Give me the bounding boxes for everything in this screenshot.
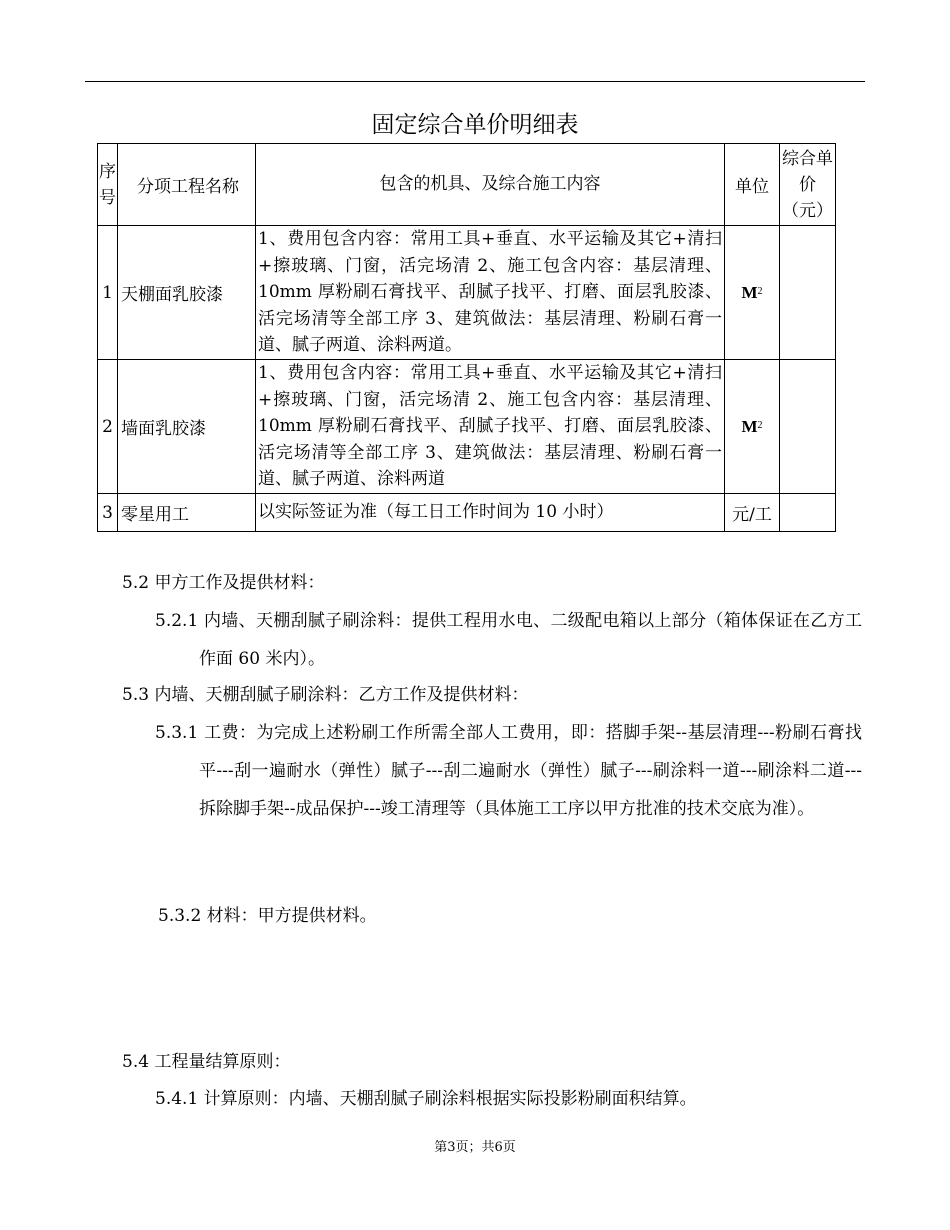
row-unit: 元/工 [725,494,780,532]
header-unit: 单位 [725,144,780,226]
page-title: 固定综合单价明细表 [371,112,579,138]
row-name: 天棚面乳胶漆 [118,226,256,360]
row-content: 1、费用包含内容：常用工具+垂直、水平运输及其它+清扫+擦玻璃、门窗，活完场清 2、施工包含内容：基层清理、10mm 厚粉刷石膏找平、刮腻子找平、打磨、面层乳胶漆、活完场清等全部工序 3、建筑做法：基层清理、粉刷石膏一道、腻子两道、涂料两道。 [256,226,725,360]
header-name: 分项工程名称 [118,144,256,226]
row-unit [725,360,780,494]
section-5-2-heading: 5.2 甲方工作及提供材料： [122,573,325,593]
row-name: 墙面乳胶漆 [118,360,256,494]
section-5-3-2-text: 5.3.2 材料：甲方提供材料。 [158,906,377,926]
row-price [780,226,836,360]
section-5-3-1-text: 5.3.1 工费：为完成上述粉刷工作所需全部人工费用，即：搭脚手架--基层清理---粉刷石膏找平---刮一遍耐水（弹性）腻子---刮二遍耐水（弹性）腻子---刷涂料一道---刷涂料二道---拆除脚手架--成品保护---竣工清理等（具体施工工序以甲方批准的技术交底为准）。 [155,723,862,819]
unit-superscript: 2 [757,285,763,297]
section-5-2-1-paragraph [155,602,862,678]
unit-text: M [741,416,758,436]
section-5-3-1-paragraph [155,714,862,828]
row-content: 1、费用包含内容：常用工具+垂直、水平运输及其它+清扫+擦玻璃、门窗，活完场清 2、施工包含内容：基层清理、10mm 厚粉刷石膏找平、刮腻子找平、打磨、面层乳胶漆、活完场清等全部工序 3、建筑做法：基层清理、粉刷石膏一道、腻子两道、涂料两道 [256,360,725,494]
row-no: 1 [98,226,118,360]
header-price: 综合单价（元） [780,144,836,226]
section-5-4-heading: 5.4 工程量结算原则： [122,1052,291,1072]
row-content: 以实际签证为准（每工日工作时间为 10 小时） [256,494,725,532]
row-price [780,494,836,532]
unit-superscript: 2 [757,419,763,431]
table-row [98,226,836,360]
table-row [98,494,836,532]
row-price [780,360,836,494]
row-name: 零星用工 [118,494,256,532]
header-content: 包含的机具、及综合施工内容 [256,144,725,226]
section-5-4-1-text: 5.4.1 计算原则：内墙、天棚刮腻子刷涂料根据实际投影粉刷面积结算。 [155,1089,697,1109]
header-no: 序号 [98,144,118,226]
table-header-row [98,144,836,226]
row-unit [725,226,780,360]
section-5-2-1-text: 5.2.1 内墙、天棚刮腻子刷涂料：提供工程用水电、二级配电箱以上部分（箱体保证在乙方工作面 60 米内）。 [155,611,862,669]
table-row [98,360,836,494]
row-no: 3 [98,494,118,532]
price-detail-table [97,143,836,532]
unit-text: M [741,282,758,302]
page-footer: 第3页；共6页 [434,1140,516,1155]
section-5-3-heading: 5.3 内墙、天棚刮腻子刷涂料：乙方工作及提供材料： [122,685,529,705]
row-no: 2 [98,360,118,494]
header-rule [85,81,865,82]
